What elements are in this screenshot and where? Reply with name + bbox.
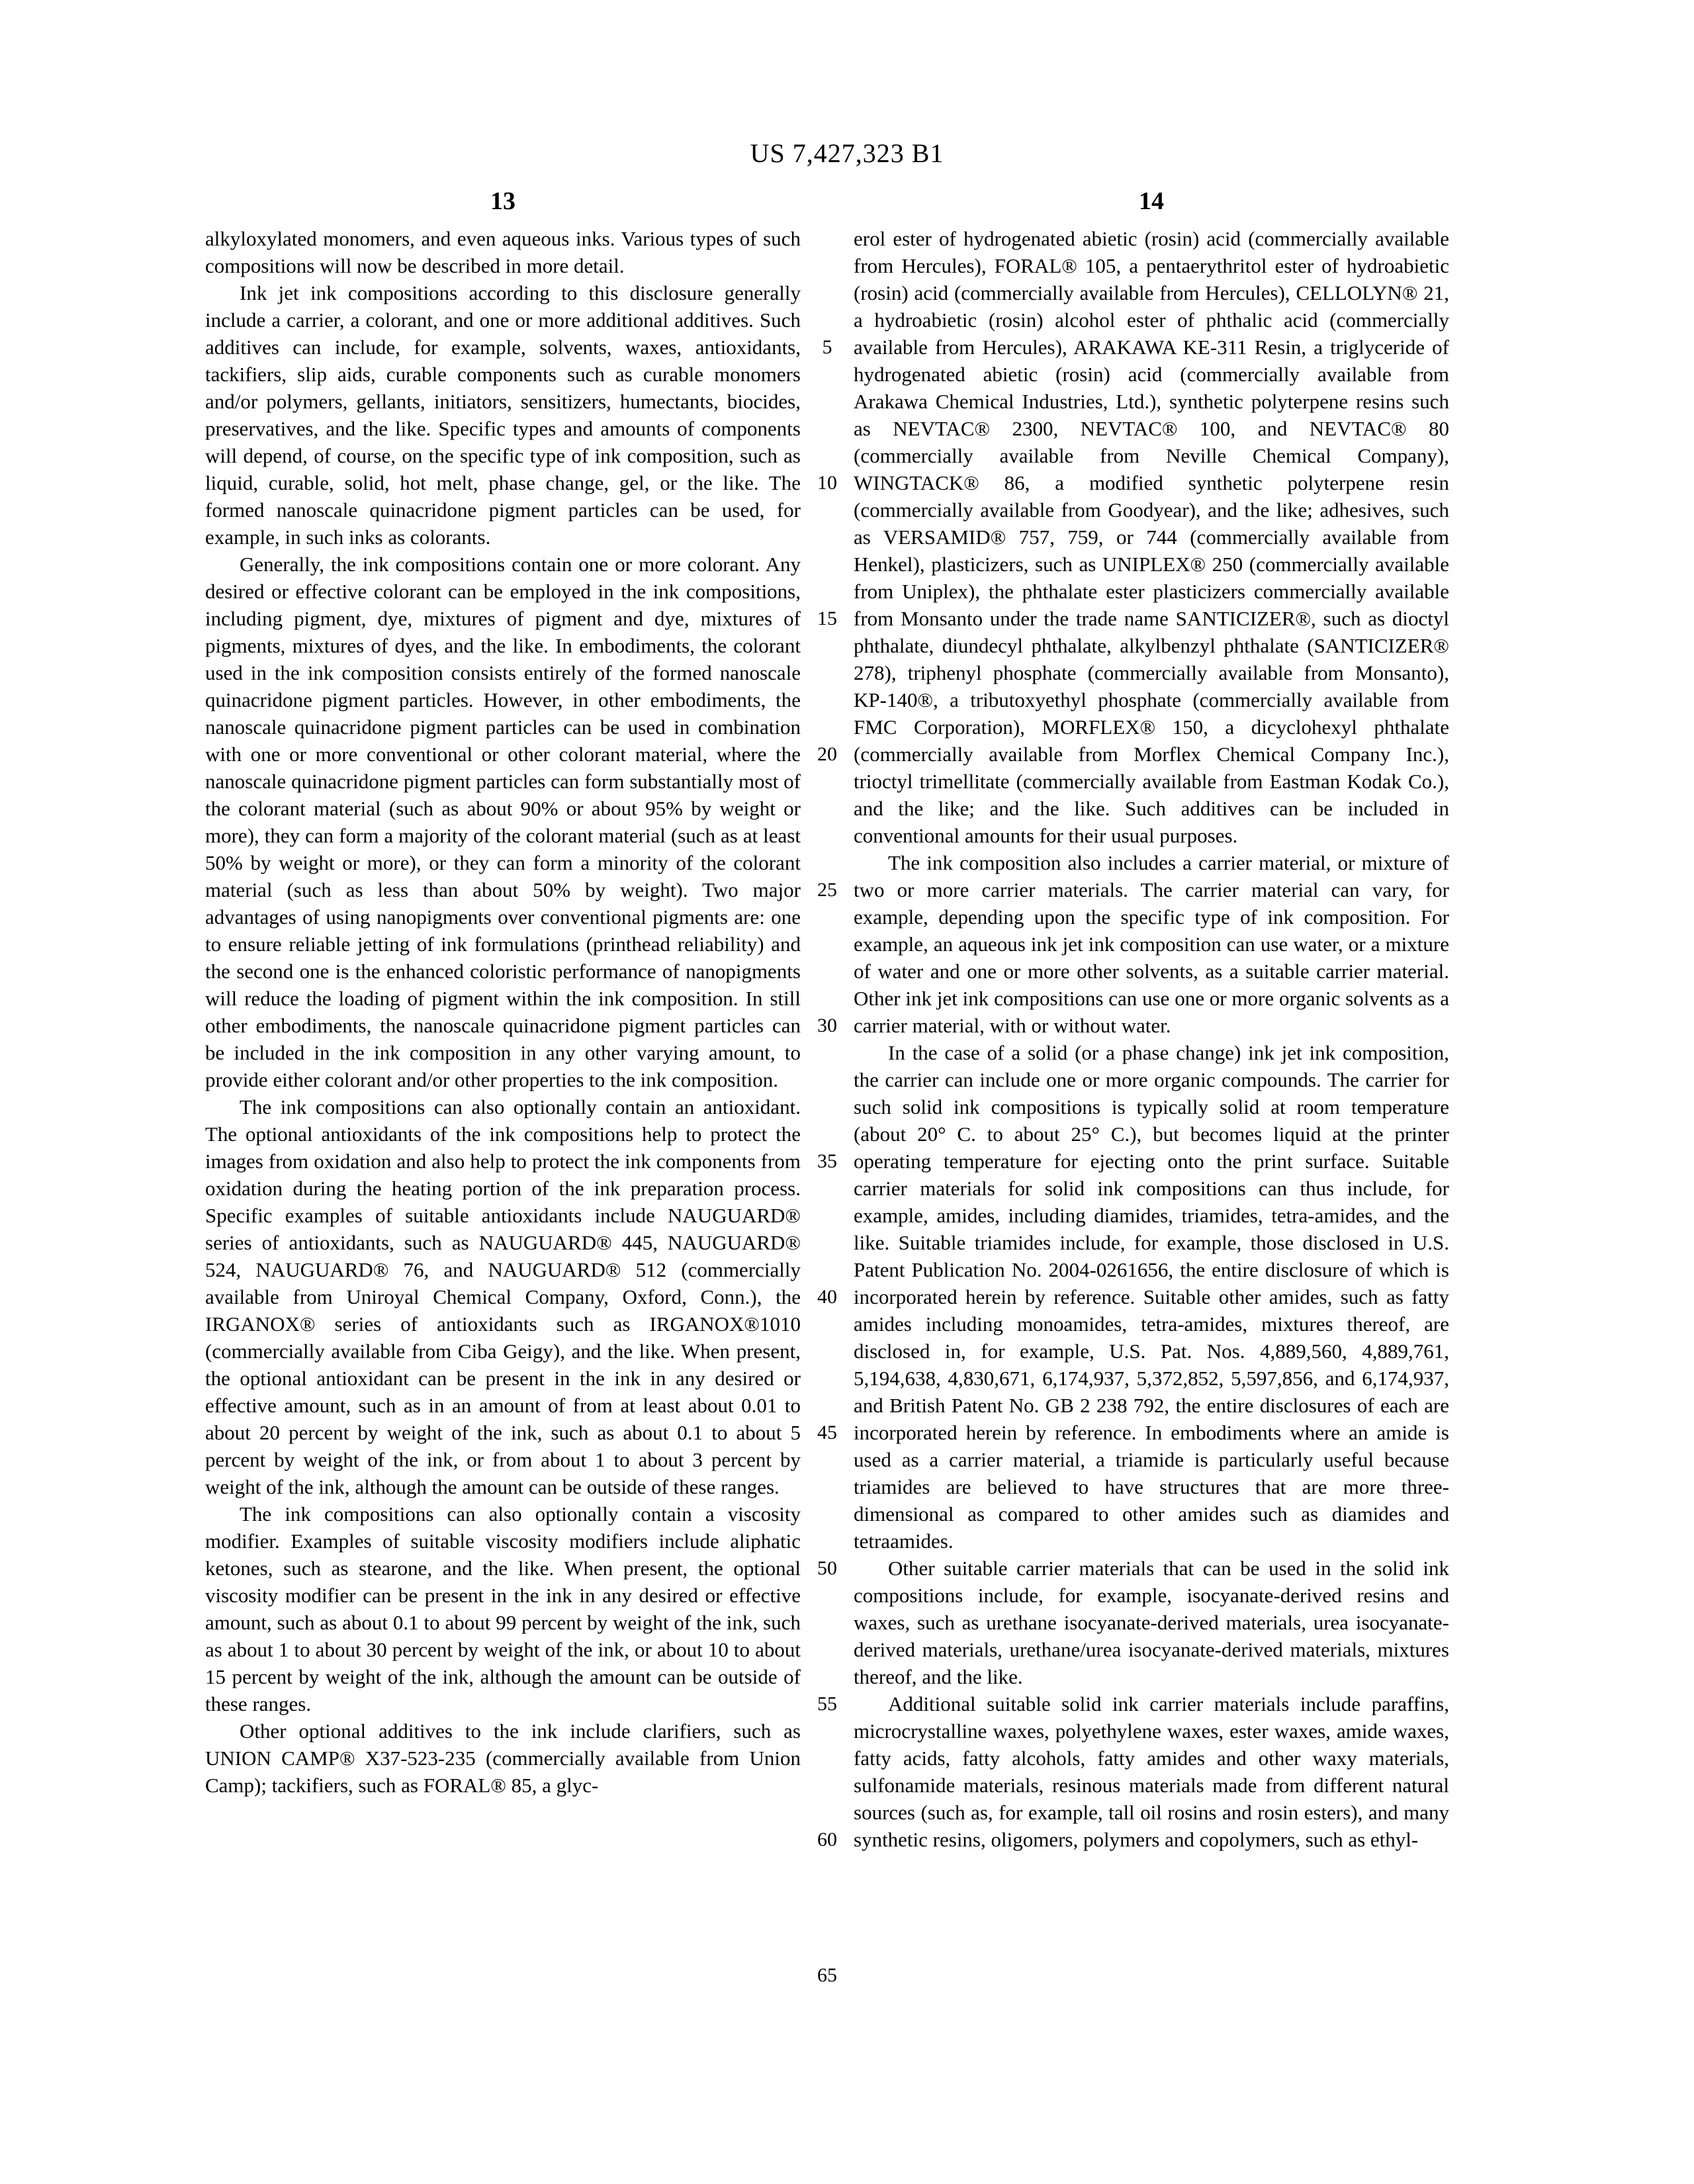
line-number: 65 bbox=[817, 1964, 837, 1986]
line-number: 10 bbox=[817, 472, 837, 494]
line-number: 20 bbox=[817, 743, 837, 765]
body-text-paragraph: The ink compositions can also optionally contain a viscosity modifier. Examples of suitable viscosity modifiers include aliphatic ketones, such as stearone, and the like. When present, the optional viscosity modifier can be present in the ink in any desired or effective amount, such as about 0.1 to about 99 percent by weight of the ink, such as about 1 to about 30 percent by weight of the ink, or about 10 to about 15 percent by weight of the ink, although the amount can be outside of these ranges. bbox=[205, 1502, 801, 1715]
body-text-paragraph: Other suitable carrier materials that can be used in the solid ink compositions include, for example, isocyanate-derived resins and waxes, such as urethane isocyanate-derived materials, urea isocyanate-derived materials, urethane/urea isocyanate-derived materials, mixtures thereof, and the like. bbox=[854, 1557, 1449, 1688]
column-number-right: 14 bbox=[1139, 187, 1164, 215]
patent-number: US 7,427,323 B1 bbox=[750, 138, 944, 168]
line-number: 15 bbox=[817, 608, 837, 629]
line-number: 35 bbox=[817, 1150, 837, 1172]
line-number: 50 bbox=[817, 1557, 837, 1579]
body-text-paragraph: Generally, the ink compositions contain one or more colorant. Any desired or effective colorant can be employed in the ink compositions, including pigment, dye, mixtures of pigment and dye, mixtures of pigments, mixtures of dyes, and the like. In embodiments, the colorant used in the ink composition consists entirely of the formed nanoscale quinacridone pigment particles. However, in other embodiments, the nanoscale quinacridone pigment particles can be used in combination with one or more conventional or other colorant material, where the nanoscale quinacridone pigment particles can form substantially most of the colorant material (such as about 90% or about 95% by weight or more), they can form a majority of the colorant material (such as at least 50% by weight or more), or they can form a minority of the colorant material (such as less than about 50% by weight). Two major advantages of using nanopigments over conventional pigments are: one to ensure reliable jetting of ink formulations (printhead reliability) and the second one is the enhanced coloristic performance of nanopigments will reduce the loading of pigment within the ink composition. In still other embodiments, the nanoscale quinacridone pigment particles can be included in the ink composition in any other varying amount, to provide either colorant and/or other properties to the ink composition. bbox=[205, 553, 801, 1091]
line-number: 55 bbox=[817, 1693, 837, 1715]
line-number: 45 bbox=[817, 1422, 837, 1443]
body-text-paragraph: Additional suitable solid ink carrier materials include paraffins, microcrystalline waxes, polyethylene waxes, ester waxes, amide waxes, fatty acids, fatty alcohols, fatty amides and other waxy materials, sulfonamide materials, resinous materials made from different natural sources (such as, for example, tall oil rosins and rosin esters), and many synthetic resins, oligomers, polymers and copolymers, such as ethyl- bbox=[854, 1692, 1449, 1851]
right-column bbox=[854, 225, 1449, 1853]
left-column bbox=[205, 225, 801, 1853]
body-text-paragraph: Other optional additives to the ink include clarifiers, such as UNION CAMP® X37-523-235 (commercially available from Union Camp); tackifiers, such as FORAL® 85, a glyc- bbox=[205, 1719, 801, 1797]
column-number-left: 13 bbox=[490, 187, 515, 215]
line-number: 30 bbox=[817, 1015, 837, 1036]
line-number: 5 bbox=[822, 336, 832, 358]
body-text-paragraph: In the case of a solid (or a phase change) ink jet ink composition, the carrier can include one or more organic compounds. The carrier for such solid ink compositions is typically solid at room temperature (about 20° C. to about 25° C.), but becomes liquid at the printer operating temperature for ejecting onto the print surface. Suitable carrier materials for solid ink compositions can thus include, for example, amides, including diamides, triamides, tetra-amides, and the like. Suitable triamides include, for example, those disclosed in U.S. Patent Publication No. 2004-0261656, the entire disclosure of which is incorporated herein by reference. Suitable other amides, such as fatty amides including monoamides, tetra-amides, mixtures thereof, are disclosed in, for example, U.S. Pat. Nos. 4,889,560, 4,889,761, 5,194,638, 4,830,671, 6,174,937, 5,372,852, 5,597,856, and 6,174,937, and British Patent No. GB 2 238 792, the entire disclosures of each are incorporated herein by reference. In embodiments where an amide is used as a carrier material, a triamide is particularly useful because triamides are believed to have structures that are more three-dimensional as compared to other amides such as diamides and tetraamides. bbox=[854, 1041, 1449, 1553]
body-text-paragraph: The ink compositions can also optionally contain an antioxidant. The optional antioxidants of the ink compositions help to protect the images from oxidation and also help to protect the ink components from oxidation during the heating portion of the ink preparation process. Specific examples of suitable antioxidants include NAUGUARD® series of antioxidants, such as NAUGUARD® 445, NAUGUARD® 524, NAUGUARD® 76, and NAUGUARD® 512 (commercially available from Uniroyal Chemical Company, Oxford, Conn.), the IRGANOX® series of antioxidants such as IRGANOX®1010 (commercially available from Ciba Geigy), and the like. When present, the optional antioxidant can be present in the ink in any desired or effective amount, such as in an amount of from at least about 0.01 to about 20 percent by weight of the ink, such as about 0.1 to about 5 percent by weight of the ink, or from about 1 to about 3 percent by weight of the ink, although the amount can be outside of these ranges. bbox=[205, 1095, 801, 1498]
page-body bbox=[205, 225, 1449, 1986]
line-number-gutter bbox=[801, 225, 854, 1986]
body-text-paragraph: erol ester of hydrogenated abietic (rosin) acid (commercially available from Hercules), FORAL® 105, a pentaerythritol ester of hydroabietic (rosin) acid (commercially available from Hercules), CELLOLYN® 21, a hydroabietic (rosin) alcohol ester of phthalic acid (commercially available from Hercules), ARAKAWA KE-311 Resin, a triglyceride of hydrogenated abietic (rosin) acid (commercially available from Arakawa Chemical Industries, Ltd.), synthetic polyterpene resins such as NEVTAC® 2300, NEVTAC® 100, and NEVTAC® 80 (commercially available from Neville Chemical Company), WINGTACK® 86, a modified synthetic polyterpene resin (commercially available from Goodyear), and the like; adhesives, such as VERSAMID® 757, 759, or 744 (commercially available from Henkel), plasticizers, such as UNIPLEX® 250 (commercially available from Uniplex), the phthalate ester plasticizers commercially available from Monsanto under the trade name SANTICIZER®, such as dioctyl phthalate, diundecyl phthalate, alkylbenzyl phthalate (SANTICIZER® 278), triphenyl phosphate (commercially available from Monsanto), KP-140®, a tributoxyethyl phosphate (commercially available from FMC Corporation), MORFLEX® 150, a dicyclohexyl phthalate (commercially available from Morflex Chemical Company Inc.), trioctyl trimellitate (commercially available from Eastman Kodak Co.), and the like; and the like. Such additives can be included in conventional amounts for their usual purposes. bbox=[854, 227, 1449, 847]
body-text-paragraph: The ink composition also includes a carrier material, or mixture of two or more carrier materials. The carrier material can vary, for example, depending upon the specific type of ink composition. For example, an aqueous ink jet ink composition can use water, or a mixture of water and one or more other solvents, as a suitable carrier material. Other ink jet ink compositions can use one or more organic solvents as a carrier material, with or without water. bbox=[854, 851, 1449, 1037]
line-number: 40 bbox=[817, 1286, 837, 1308]
body-text-paragraph: alkyloxylated monomers, and even aqueous inks. Various types of such compositions will now be described in more detail. bbox=[205, 227, 801, 277]
body-text-paragraph: Ink jet ink compositions according to this disclosure generally include a carrier, a colorant, and one or more additional additives. Such additives can include, for example, solvents, waxes, antioxidants, tackifiers, slip aids, curable components such as curable monomers and/or polymers, gellants, initiators, sensitizers, humectants, biocides, preservatives, and the like. Specific types and amounts of components will depend, of course, on the specific type of ink composition, such as liquid, curable, solid, hot melt, phase change, gel, or the like. The formed nanoscale quinacridone pigment particles can be used, for example, in such inks as colorants. bbox=[205, 281, 801, 549]
line-number: 25 bbox=[817, 879, 837, 901]
line-number: 60 bbox=[817, 1829, 837, 1850]
